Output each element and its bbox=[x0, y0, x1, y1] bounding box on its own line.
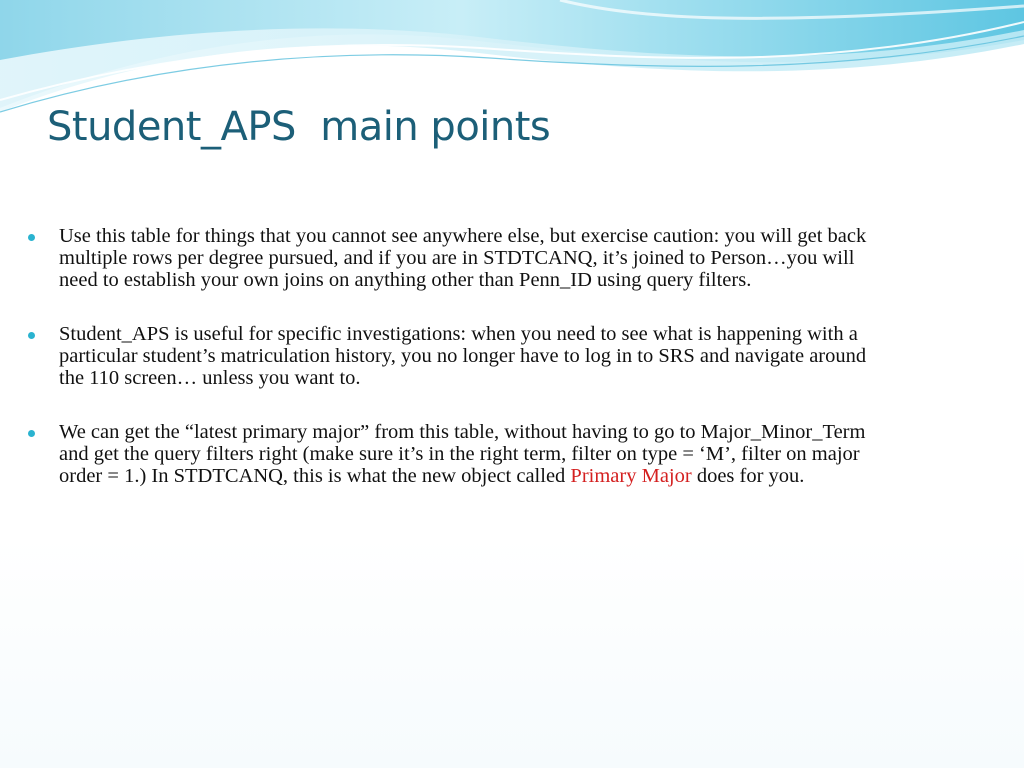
bullet-item bbox=[28, 225, 868, 291]
bullet-text: Use this table for things that you cannot see anywhere else, but exercise caution: you will get back multiple rows per degree pursued, and if you are in STDTCANQ, it’s joined to Person…you will need to establish your own joins on anything other than Penn_ID using query filters. bbox=[59, 225, 867, 291]
bullet-dot-icon bbox=[28, 332, 35, 339]
bullet-text: Student_APS is useful for specific investigations: when you need to see what is happening with a particular student’s matriculation history, you no longer have to log in to SRS and navigate around the 110 screen… unless you want to. bbox=[59, 323, 867, 389]
bullet-dot-icon bbox=[28, 430, 35, 437]
bullet-text-after: does for you. bbox=[691, 465, 805, 487]
bullet-dot-icon bbox=[28, 234, 35, 241]
primary-major-highlight: Primary Major bbox=[570, 465, 692, 487]
bullet-text-before: We can get the “latest primary major” from this table, without having to go to Major_Minor_Term and get the query filters right (make sure it’s in the right term, filter on type = ‘M’, filter on major order = 1.) In STDTCANQ, this is what the new object called bbox=[59, 421, 866, 487]
bullet-item bbox=[28, 323, 868, 389]
bullet-item bbox=[28, 421, 868, 487]
slide-title: Student_APS main points bbox=[47, 104, 551, 150]
bullet-list bbox=[28, 225, 868, 487]
